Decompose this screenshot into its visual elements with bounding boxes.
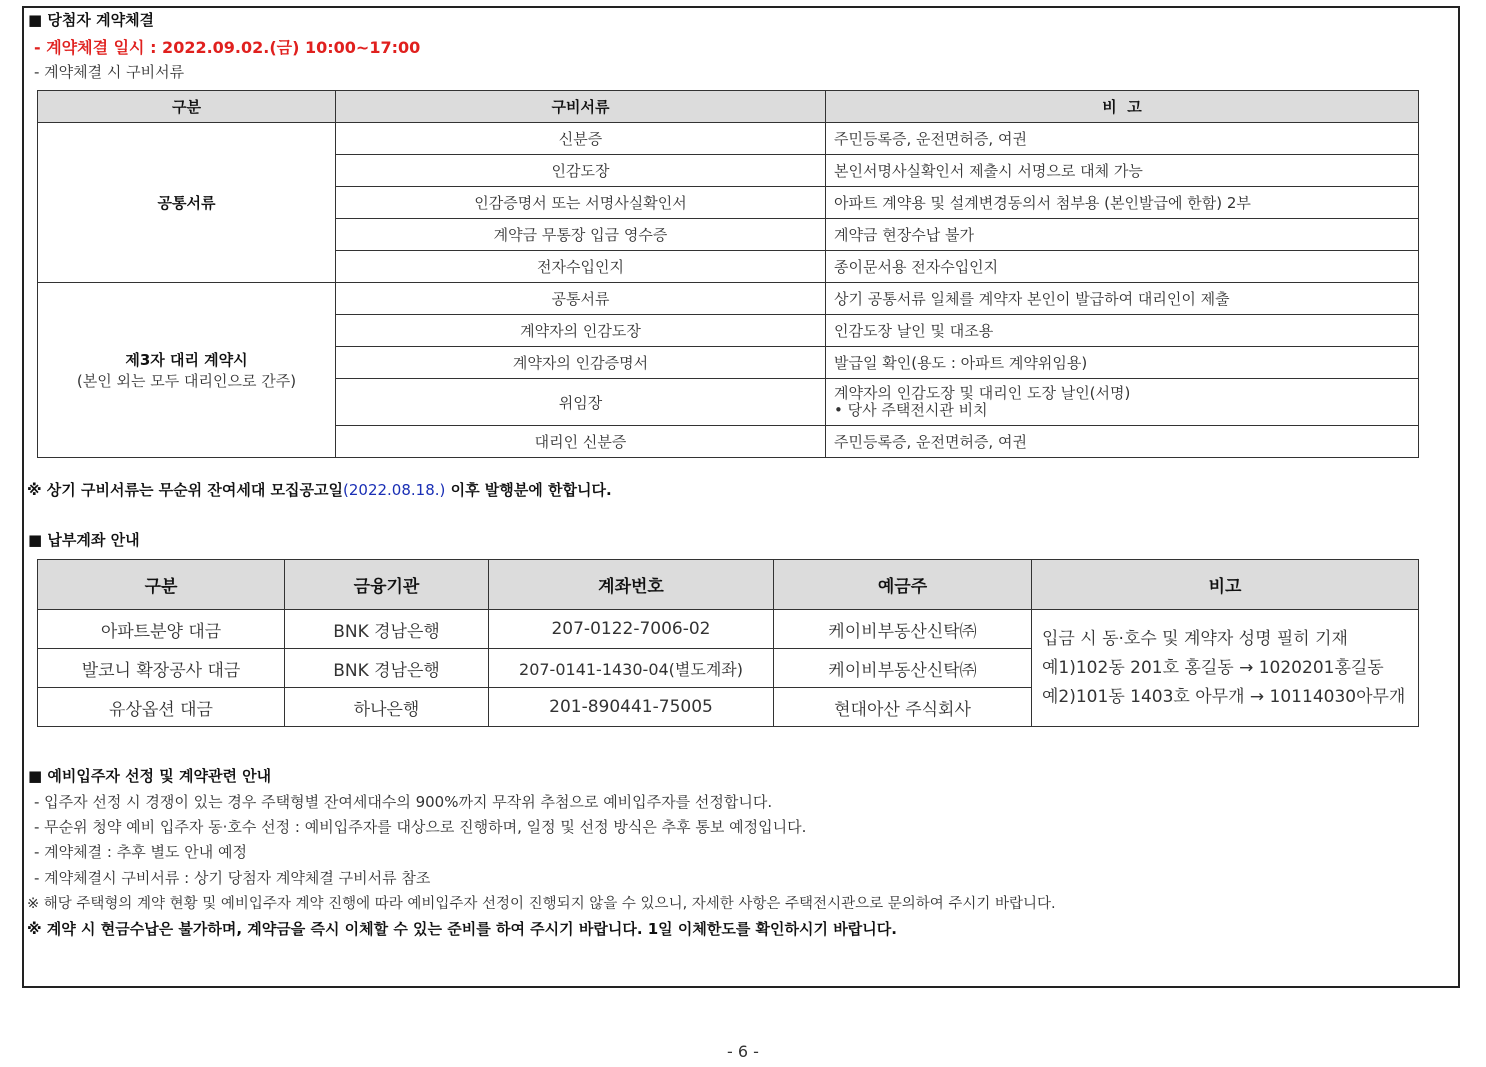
account-cell: 207-0141-1430-04(별도계좌) <box>489 649 774 688</box>
info-line: - 입주자 선정 시 경쟁이 있는 경우 주택형별 잔여세대수의 900%까지 무작위 추첨으로 예비입주자를 선정합니다. <box>34 793 773 811</box>
account-cell: 201-890441-75005 <box>489 688 774 727</box>
holder-cell: 현대아산 주식회사 <box>774 688 1032 727</box>
doc-cell: 신분증 <box>336 123 826 155</box>
note-cell: 종이문서용 전자수입인지 <box>826 251 1419 283</box>
col-header-account: 계좌번호 <box>489 560 774 610</box>
deposit-note-line: 예2)101동 1403호 아무개 → 10114030아무개 <box>1042 686 1406 707</box>
bank-cell: BNK 경남은행 <box>285 610 489 649</box>
table-row <box>38 283 1419 315</box>
col-header-remarks: 비 고 <box>826 91 1419 123</box>
required-documents-table <box>37 90 1419 458</box>
doc-cell: 인감증명서 또는 서명사실확인서 <box>336 187 826 219</box>
info-line: - 계약체결시 구비서류 : 상기 당첨자 계약체결 구비서류 참조 <box>34 869 431 887</box>
payment-accounts-table <box>37 559 1419 727</box>
table-header-row <box>38 560 1419 610</box>
payment-type-cell: 아파트분양 대금 <box>38 610 285 649</box>
col-header-holder: 예금주 <box>774 560 1032 610</box>
doc-cell: 인감도장 <box>336 155 826 187</box>
table-row <box>38 610 1419 649</box>
table-row <box>38 123 1419 155</box>
info-line: - 계약체결 : 추후 별도 안내 예정 <box>34 843 247 861</box>
note-cell: 인감도장 날인 및 대조용 <box>826 315 1419 347</box>
page-number: - 6 - <box>727 1042 759 1061</box>
doc-cell: 위임장 <box>336 379 826 426</box>
deposit-note-line: 입금 시 동·호수 및 계약자 성명 필히 기재 <box>1042 628 1348 649</box>
col-header-bank: 금융기관 <box>285 560 489 610</box>
note-cell: 주민등록증, 운전면허증, 여권 <box>826 123 1419 155</box>
holder-cell: 케이비부동산신탁㈜ <box>774 649 1032 688</box>
doc-cell: 계약자의 인감증명서 <box>336 347 826 379</box>
doc-cell: 공통서류 <box>336 283 826 315</box>
note-line: • 당사 주택전시관 비치 <box>834 401 988 419</box>
doc-cell: 계약자의 인감도장 <box>336 315 826 347</box>
deposit-note-line: 예1)102동 201호 홍길동 → 1020201홍길동 <box>1042 657 1384 678</box>
holder-cell: 케이비부동산신탁㈜ <box>774 610 1032 649</box>
account-cell: 207-0122-7006-02 <box>489 610 774 649</box>
deposit-note-cell <box>1032 610 1419 727</box>
bank-cell: 하나은행 <box>285 688 489 727</box>
note-cell: 본인서명사실확인서 제출시 서명으로 대체 가능 <box>826 155 1419 187</box>
doc-cell: 대리인 신분증 <box>336 426 826 458</box>
col-header-remarks: 비고 <box>1032 560 1419 610</box>
note-cell: 주민등록증, 운전면허증, 여권 <box>826 426 1419 458</box>
payment-type-cell: 발코니 확장공사 대금 <box>38 649 285 688</box>
info-line: ※ 해당 주택형의 계약 현황 및 예비입주자 계약 진행에 따라 예비입주자 선정이 진행되지 않을 수 있으니, 자세한 사항은 주택전시관으로 문의하여 주시기 바랍니다. <box>27 896 1056 912</box>
required-docs-line: - 계약체결 시 구비서류 <box>34 63 185 81</box>
info-line: - 무순위 청약 예비 입주자 동·호수 선정 : 예비입주자를 대상으로 진행하며, 일정 및 선정 방식은 추후 통보 예정입니다. <box>34 818 807 836</box>
table-header-row <box>38 91 1419 123</box>
cash-warning-line: ※ 계약 시 현금수납은 불가하며, 계약금을 즉시 이체할 수 있는 준비를 하여 주시기 바랍니다. 1일 이체한도를 확인하시기 바랍니다. <box>27 920 897 938</box>
note-cell: 아파트 계약용 및 설계변경동의서 첨부용 (본인발급에 한함) 2부 <box>826 187 1419 219</box>
doc-cell: 계약금 무통장 입금 영수증 <box>336 219 826 251</box>
note-cell: 발급일 확인(용도 : 아파트 계약위임용) <box>826 347 1419 379</box>
col-header-category: 구분 <box>38 560 285 610</box>
bank-cell: BNK 경남은행 <box>285 649 489 688</box>
footnote-date: (2022.08.18.) <box>343 481 446 499</box>
section-title-contract: ■ 당첨자 계약체결 <box>28 11 155 29</box>
note-cell: 계약금 현장수납 불가 <box>826 219 1419 251</box>
doc-cell: 전자수입인지 <box>336 251 826 283</box>
group-sublabel-proxy: (본인 외는 모두 대리인으로 간주) <box>76 372 297 390</box>
group-label-common: 공통서류 <box>38 123 336 283</box>
docs-footnote <box>27 479 612 500</box>
contract-date-line: - 계약체결 일시 : 2022.09.02.(금) 10:00~17:00 <box>34 38 421 57</box>
group-label-proxy-cell <box>38 283 336 458</box>
footnote-prefix: ※ 상기 구비서류는 무순위 잔여세대 모집공고일 <box>27 481 344 499</box>
note-cell <box>826 379 1419 426</box>
section-title-waitlist: ■ 예비입주자 선정 및 계약관련 안내 <box>28 767 272 785</box>
footnote-suffix: 이후 발행분에 한합니다. <box>445 481 612 499</box>
col-header-category: 구분 <box>38 91 336 123</box>
col-header-documents: 구비서류 <box>336 91 826 123</box>
group-label-proxy: 제3자 대리 계약시 <box>125 351 248 369</box>
payment-type-cell: 유상옵션 대금 <box>38 688 285 727</box>
section-title-accounts: ■ 납부계좌 안내 <box>28 531 140 549</box>
note-line: 계약자의 인감도장 및 대리인 도장 날인(서명) <box>834 384 1131 402</box>
note-cell: 상기 공통서류 일체를 계약자 본인이 발급하여 대리인이 제출 <box>826 283 1419 315</box>
